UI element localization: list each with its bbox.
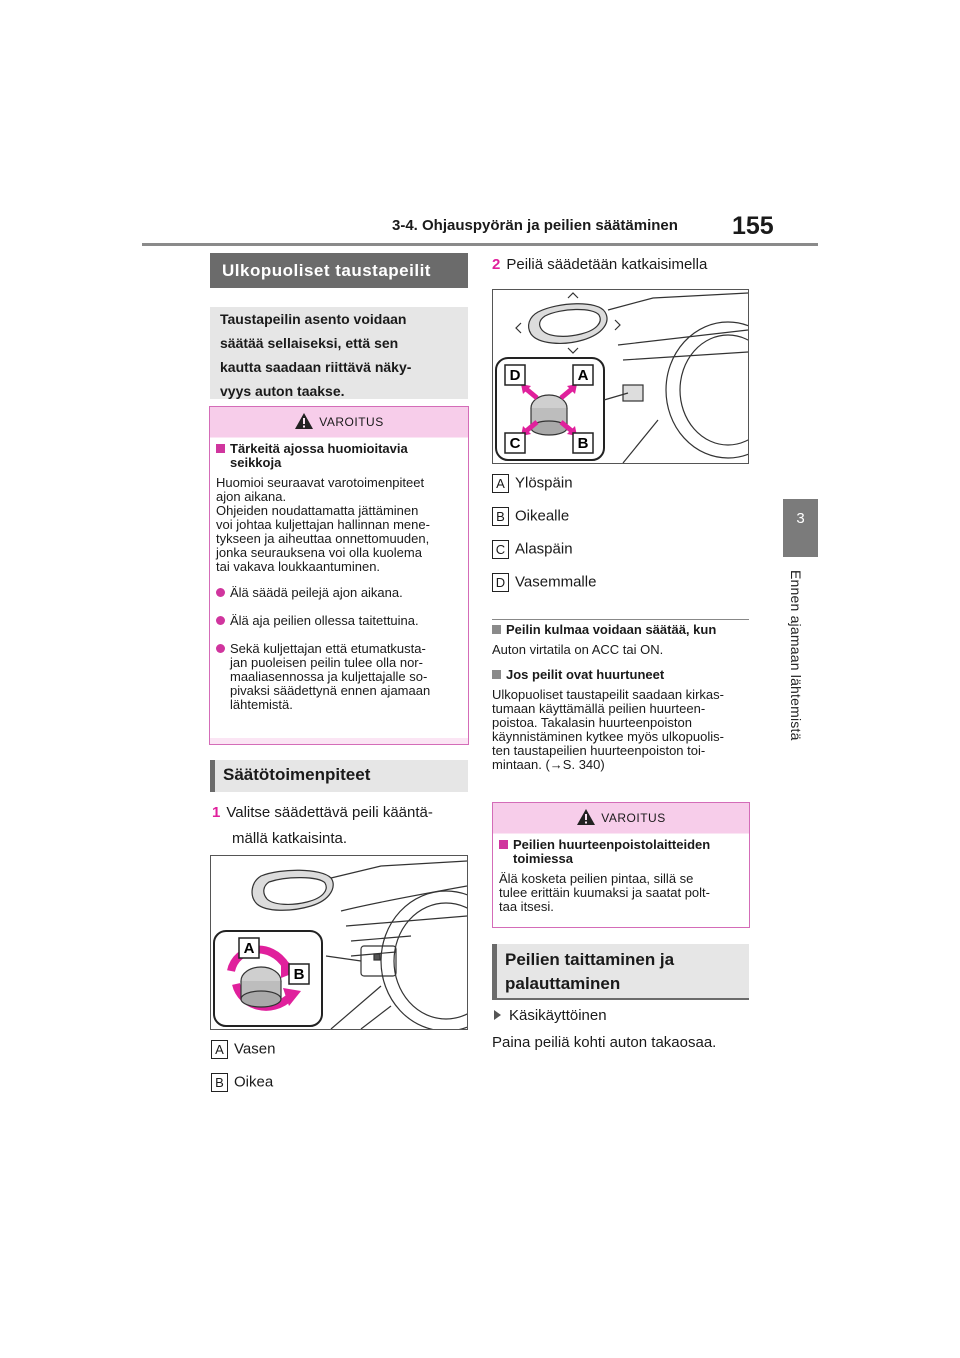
step-number: 1	[212, 804, 221, 821]
label-key: A	[211, 1040, 228, 1059]
label-row	[211, 1040, 275, 1059]
label-row	[492, 507, 569, 526]
label-row	[492, 540, 573, 559]
bullet-icon	[216, 616, 225, 625]
bullet-text: lähtemistä.	[230, 697, 293, 712]
triangle-bullet-icon	[494, 1010, 501, 1020]
bullet-text: jan puoleisen peilin tulee olla nor-	[230, 655, 423, 670]
label-row	[492, 573, 596, 592]
chapter-number: 3	[796, 510, 805, 527]
note-text: Auton virtatila on ACC tai ON.	[492, 642, 664, 657]
step-text: Valitse säädettävä peili kääntä-	[226, 804, 433, 821]
text-line: jonka seurauksena voi olla kuolema	[216, 545, 422, 560]
warning-heading: Tärkeitä ajossa huomioitavia	[230, 441, 408, 456]
square-bullet-icon	[492, 625, 501, 634]
figure-label-d: D	[509, 367, 521, 384]
bullet-text: maaliasennossa ja kuljettajalle so-	[230, 669, 428, 684]
manual-text: Paina peiliä kohti auton takaosaa.	[492, 1034, 717, 1051]
section-heading-text: palauttaminen	[505, 974, 621, 993]
bullet-text: Älä säädä peilejä ajon aikana.	[230, 585, 403, 600]
warning-heading: Peilien huurteenpoistolaitteiden	[513, 837, 711, 852]
chapter-tab	[783, 499, 818, 557]
intro-line: vyys auton taakse.	[220, 383, 345, 399]
figure-label-b: B	[577, 435, 589, 452]
text-line: mintaan. (→S. 340)	[492, 757, 605, 772]
text-line: Ohjeiden noudattamatta jättäminen	[216, 503, 419, 518]
text-line: tykseen ja aiheuttaa onnettomuuden,	[216, 531, 430, 546]
intro-line: kautta saadaan riittävä näky-	[220, 359, 412, 375]
note-text	[492, 688, 754, 772]
label-text: Oikealle	[515, 507, 570, 525]
warning-heading: seikkoja	[230, 455, 282, 470]
text-line: ajon aikana.	[216, 489, 287, 504]
step-number: 2	[492, 256, 501, 273]
text-line: poistoa. Takalasin huurteenpoiston	[492, 715, 692, 730]
text-line: tumaan käyttämällä peilien huurteen-	[492, 701, 706, 716]
bullet-icon	[216, 644, 225, 653]
section-title: 3-4. Ohjauspyörän ja peilien säätäminen	[392, 217, 678, 234]
label-key: C	[492, 540, 509, 559]
label-key: B	[492, 507, 509, 526]
bullet-text: Älä aja peilien ollessa taitettuina.	[230, 613, 419, 628]
figure-label-a: A	[577, 367, 589, 384]
warning-box	[209, 406, 469, 745]
switch-select-illustration	[210, 855, 468, 1030]
square-bullet-icon	[492, 670, 501, 679]
divider	[492, 619, 749, 620]
step-2	[492, 252, 707, 278]
warning-title: VAROITUS	[601, 811, 666, 825]
text-line: ten taustapeilien huurteenpoiston toi-	[492, 743, 706, 758]
main-title-text: Ulkopuoliset taustapeilit	[222, 261, 431, 280]
label-text: Oikea	[234, 1073, 274, 1091]
text-line: voi johtaa kuljettajan hallinnan mene-	[216, 517, 430, 532]
manual-item	[494, 1003, 607, 1029]
warning-text	[499, 872, 744, 914]
text-line: tulee erittäin kuumaksi ja saatat polt-	[499, 885, 710, 900]
header-rule	[142, 243, 818, 246]
warning-header	[493, 803, 749, 833]
warning-text	[216, 476, 463, 574]
bullet-icon	[216, 588, 225, 597]
warning-header	[210, 407, 468, 437]
intro-line: säätää sellaiseksi, että sen	[220, 335, 399, 351]
figure-label-b: B	[293, 966, 305, 983]
page-number: 155	[732, 212, 774, 240]
step-text: mällä katkaisinta.	[232, 830, 348, 847]
main-title	[210, 253, 468, 288]
figure-label-a: A	[243, 940, 255, 957]
warning-icon	[576, 808, 596, 826]
text-line: Huomioi seuraavat varotoimenpiteet	[216, 475, 425, 490]
bullet-text: pivaksi säädettynä ennen ajamaan	[230, 683, 431, 698]
label-text: Vasen	[234, 1040, 276, 1058]
note-block	[492, 622, 754, 772]
section-heading	[210, 760, 468, 792]
warning-icon	[294, 412, 314, 430]
intro-line: Taustapeilin asento voidaan	[220, 311, 407, 327]
chapter-label: Ennen ajamaan lähtemistä	[788, 570, 804, 741]
label-row	[492, 474, 573, 493]
label-text: Alaspäin	[515, 540, 573, 558]
step-1	[212, 800, 472, 852]
section-heading-text: Säätötoimenpiteet	[223, 765, 371, 784]
section-heading	[492, 944, 749, 1000]
label-text: Ylöspäin	[515, 474, 573, 492]
figure-label-c: C	[509, 435, 521, 452]
warning-box	[492, 802, 750, 928]
label-row	[211, 1073, 273, 1092]
text-line: tai vakava loukkaantuminen.	[216, 559, 381, 574]
bullet-text: Sekä kuljettajan että etumatkusta-	[230, 641, 426, 656]
intro-box	[210, 307, 468, 399]
item-text: Käsikäyttöinen	[509, 1007, 607, 1024]
text-line: käynnistäminen kytkee myös ulkopuolis-	[492, 729, 724, 744]
text-line: taa itsesi.	[499, 899, 554, 914]
text-line: Ulkopuoliset taustapeilit saadaan kirkas-	[492, 687, 724, 702]
adjust-switch-drawing	[493, 290, 748, 463]
mirror-adjust-illustration	[492, 289, 749, 464]
section-heading-text: Peilien taittaminen ja	[505, 950, 675, 969]
step-text: Peiliä säädetään katkaisimella	[506, 256, 708, 273]
warning-title: VAROITUS	[319, 415, 384, 429]
square-bullet-icon	[499, 840, 508, 849]
warning-heading: toimiessa	[513, 851, 573, 866]
label-key: D	[492, 573, 509, 592]
label-text: Vasemmalle	[515, 573, 597, 591]
text-line: Älä kosketa peilien pintaa, sillä se	[499, 871, 694, 886]
label-key: A	[492, 474, 509, 493]
square-bullet-icon	[216, 444, 225, 453]
note-heading: Peilin kulmaa voidaan säätää, kun	[506, 622, 717, 637]
note-heading: Jos peilit ovat huurtuneet	[506, 667, 665, 682]
label-key: B	[211, 1073, 228, 1092]
mirror-switch-drawing	[211, 856, 467, 1029]
